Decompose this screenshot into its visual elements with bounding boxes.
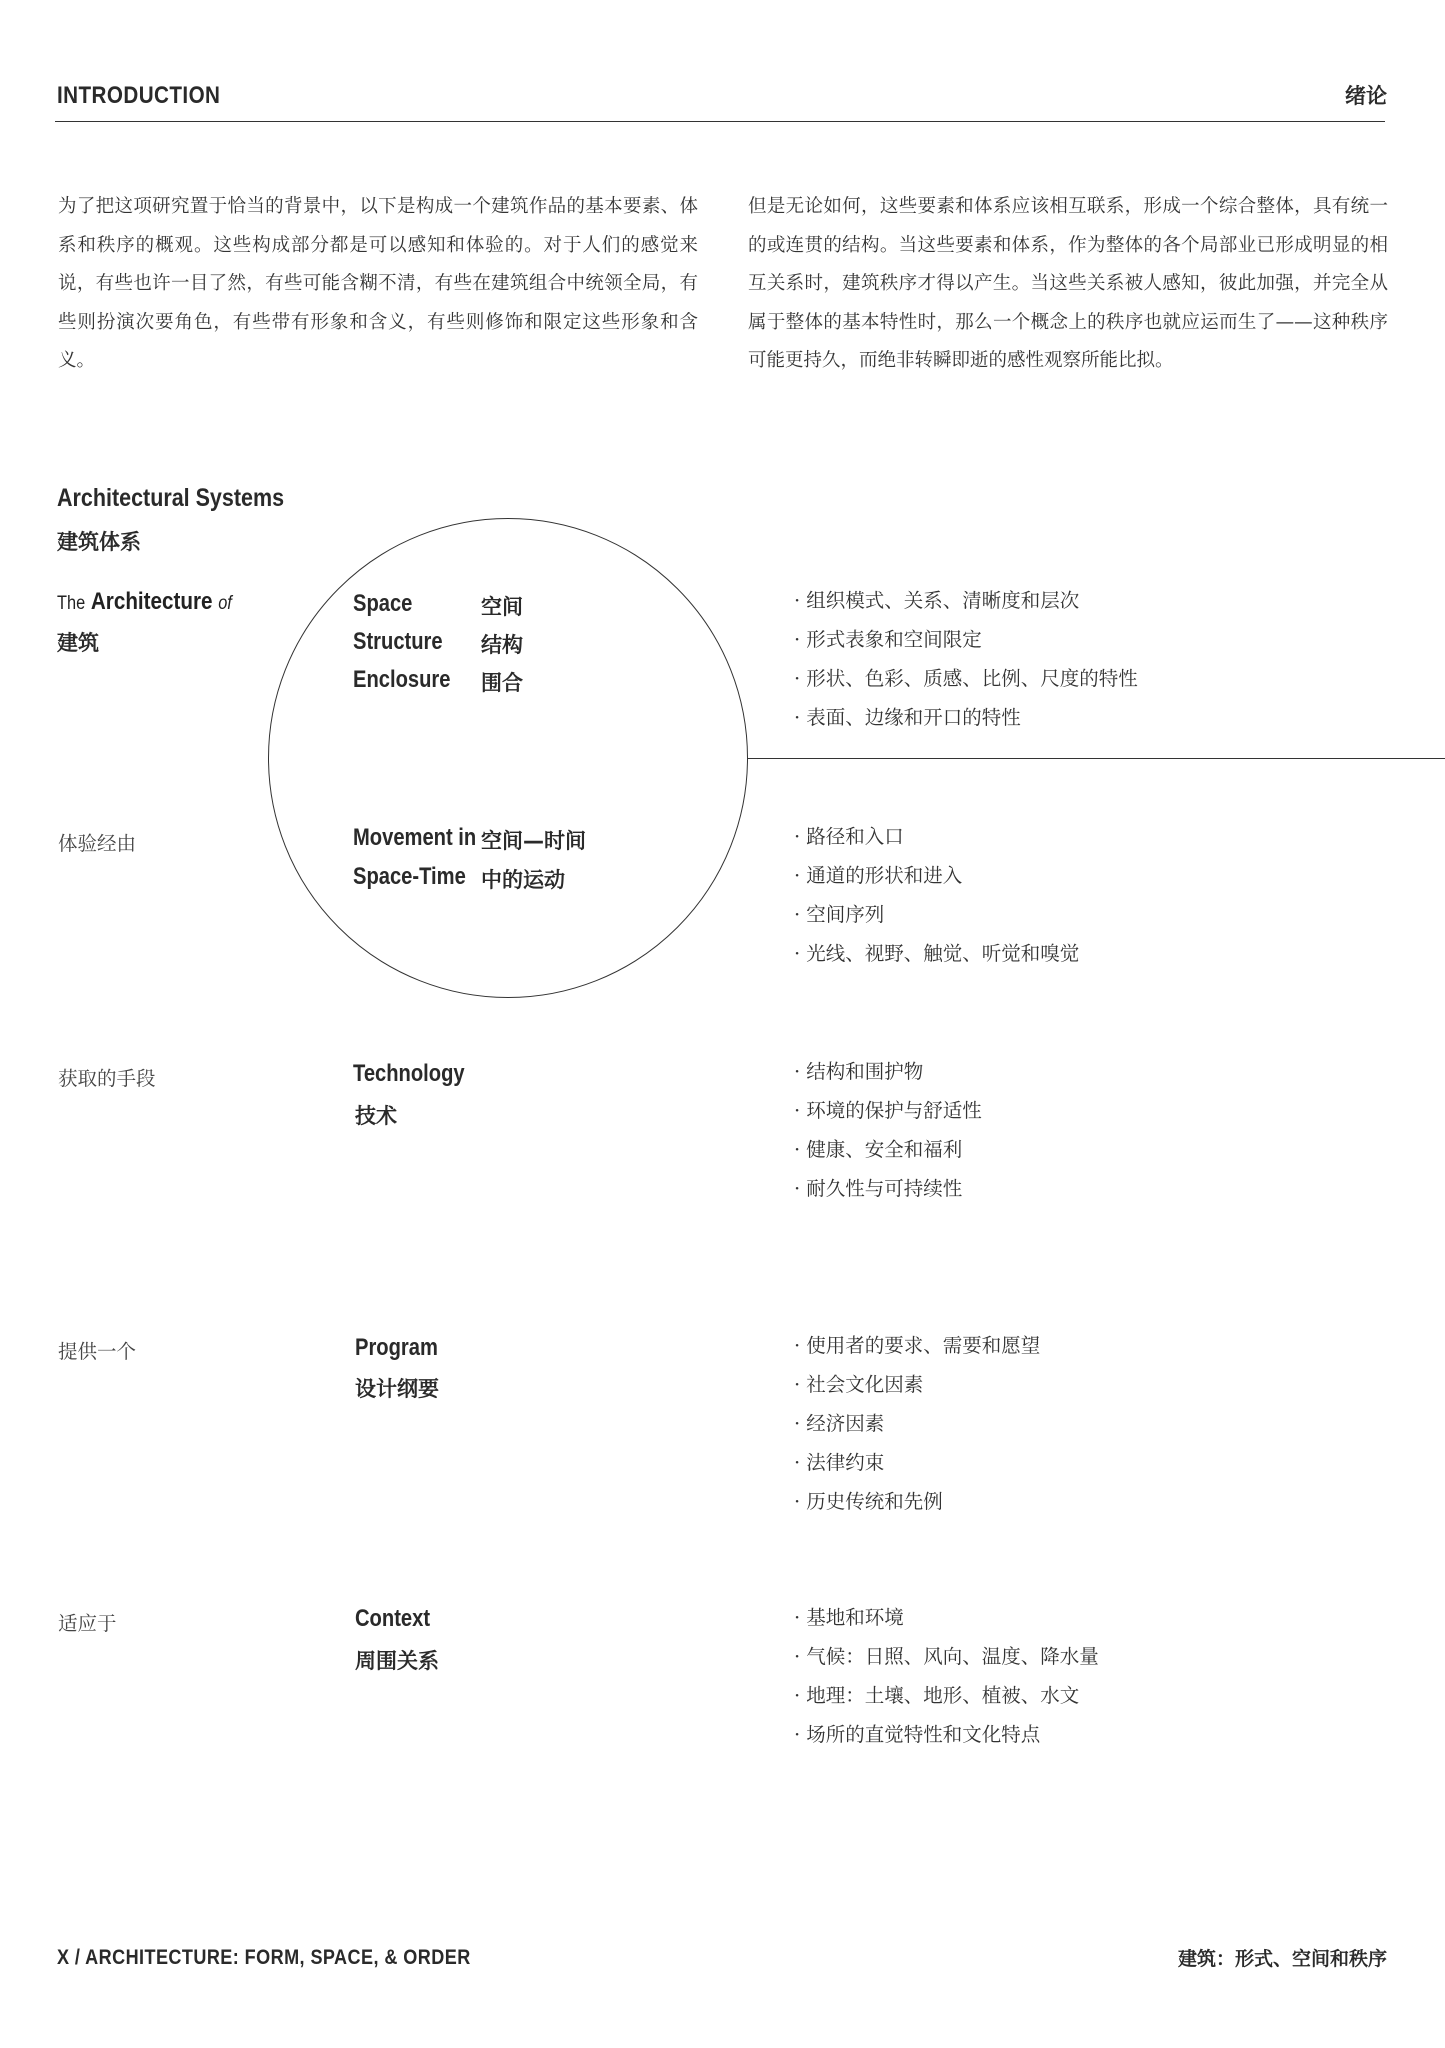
list-item: · 形状、色彩、质感、比例、尺度的特性 [794,659,1138,698]
term-enclosure-chinese: 围合 [481,671,523,695]
row-label-experience: 体验经由 [58,832,137,855]
list-item: · 耐久性与可持续性 [794,1169,982,1208]
list-item: · 路径和入口 [794,817,1079,856]
list-item: · 环境的保护与舒适性 [794,1091,982,1130]
list-item: · 基地和环境 [794,1598,1099,1637]
term-space-time: Space-Time [353,863,466,890]
list-item: · 组织模式、关系、清晰度和层次 [794,581,1138,620]
footer-book-title-chinese: 建筑：形式、空间和秩序 [1177,1948,1387,1970]
term-space-time-chinese: 中的运动 [481,868,565,892]
bullet-list-technology [794,1052,982,1208]
row-label-technology: 获取的手段 [58,1067,156,1090]
term-program-chinese: 设计纲要 [355,1377,439,1401]
list-item: · 气候：日照、风向、温度、降水量 [794,1637,1099,1676]
list-item: · 光线、视野、触觉、听觉和嗅觉 [794,934,1079,973]
list-item: · 法律约束 [794,1443,1040,1482]
row-label-architecture-chinese: 建筑 [57,631,99,655]
bullet-list-architecture [794,581,1138,737]
list-item: · 经济因素 [794,1404,1040,1443]
list-item: · 通道的形状和进入 [794,856,1079,895]
bullet-list-experience [794,817,1079,973]
term-space: Space [353,590,413,617]
row-label-context: 适应于 [58,1612,117,1635]
bullet-list-context [794,1598,1099,1754]
footer-book-title: X / ARCHITECTURE: FORM, SPACE, & ORDER [57,1946,471,1969]
label-word-of: of [218,593,232,614]
row-label-architecture [57,588,232,616]
label-word-architecture: Architecture [90,588,213,615]
term-technology-chinese: 技术 [355,1104,397,1128]
term-movement-chinese: 空间—时间 [481,829,586,853]
intro-paragraph-right: 但是无论如何，这些要素和体系应该相互联系，形成一个综合整体，具有统一的或连贯的结构。当这些要素和体系，作为整体的各个局部业已形成明显的相互关系时，建筑秩序才得以产生。当这些关系被人感知，彼此加强，并完全从属于整体的基本特性时，那么一个概念上的秩序也就应运而生了——这种秩序可能更持久，而绝非转瞬即逝的感性观察所能比拟。 [748,196,1388,371]
header-rule [55,121,1385,122]
list-item: · 健康、安全和福利 [794,1130,982,1169]
term-enclosure: Enclosure [353,666,451,693]
label-word-the: The [57,593,86,614]
section-title-english: Architectural Systems [57,484,285,512]
term-space-chinese: 空间 [481,595,523,619]
list-item: · 历史传统和先例 [794,1482,1040,1521]
diagram-circle [268,518,748,998]
list-item: · 表面、边缘和开口的特性 [794,698,1138,737]
term-structure: Structure [353,628,443,655]
intro-paragraph-left: 为了把这项研究置于恰当的背景中，以下是构成一个建筑作品的基本要素、体系和秩序的概观。这些构成部分都是可以感知和体验的。对于人们的感觉来说，有些也许一目了然，有些可能含糊不清，有些在建筑组合中统领全局，有些则扮演次要角色，有些带有形象和含义，有些则修饰和限定这些形象和含义。 [58,196,698,371]
section-title-chinese: 建筑体系 [57,530,141,554]
running-header-chinese: 绪论 [1345,84,1387,108]
term-program: Program [355,1334,438,1361]
term-technology: Technology [353,1060,465,1087]
term-movement-in: Movement in [353,824,477,851]
list-item: · 结构和围护物 [794,1052,982,1091]
list-item: · 场所的直觉特性和文化特点 [794,1715,1099,1754]
bullet-list-program [794,1326,1040,1521]
term-context: Context [355,1605,431,1632]
diagram-divider-line [748,758,1445,759]
term-structure-chinese: 结构 [481,633,523,657]
list-item: · 地理：土壤、地形、植被、水文 [794,1676,1099,1715]
term-context-chinese: 周围关系 [355,1649,439,1673]
row-label-program: 提供一个 [58,1340,137,1363]
list-item: · 空间序列 [794,895,1079,934]
running-header-title: INTRODUCTION [57,82,221,109]
list-item: · 社会文化因素 [794,1365,1040,1404]
list-item: · 使用者的要求、需要和愿望 [794,1326,1040,1365]
list-item: · 形式表象和空间限定 [794,620,1138,659]
